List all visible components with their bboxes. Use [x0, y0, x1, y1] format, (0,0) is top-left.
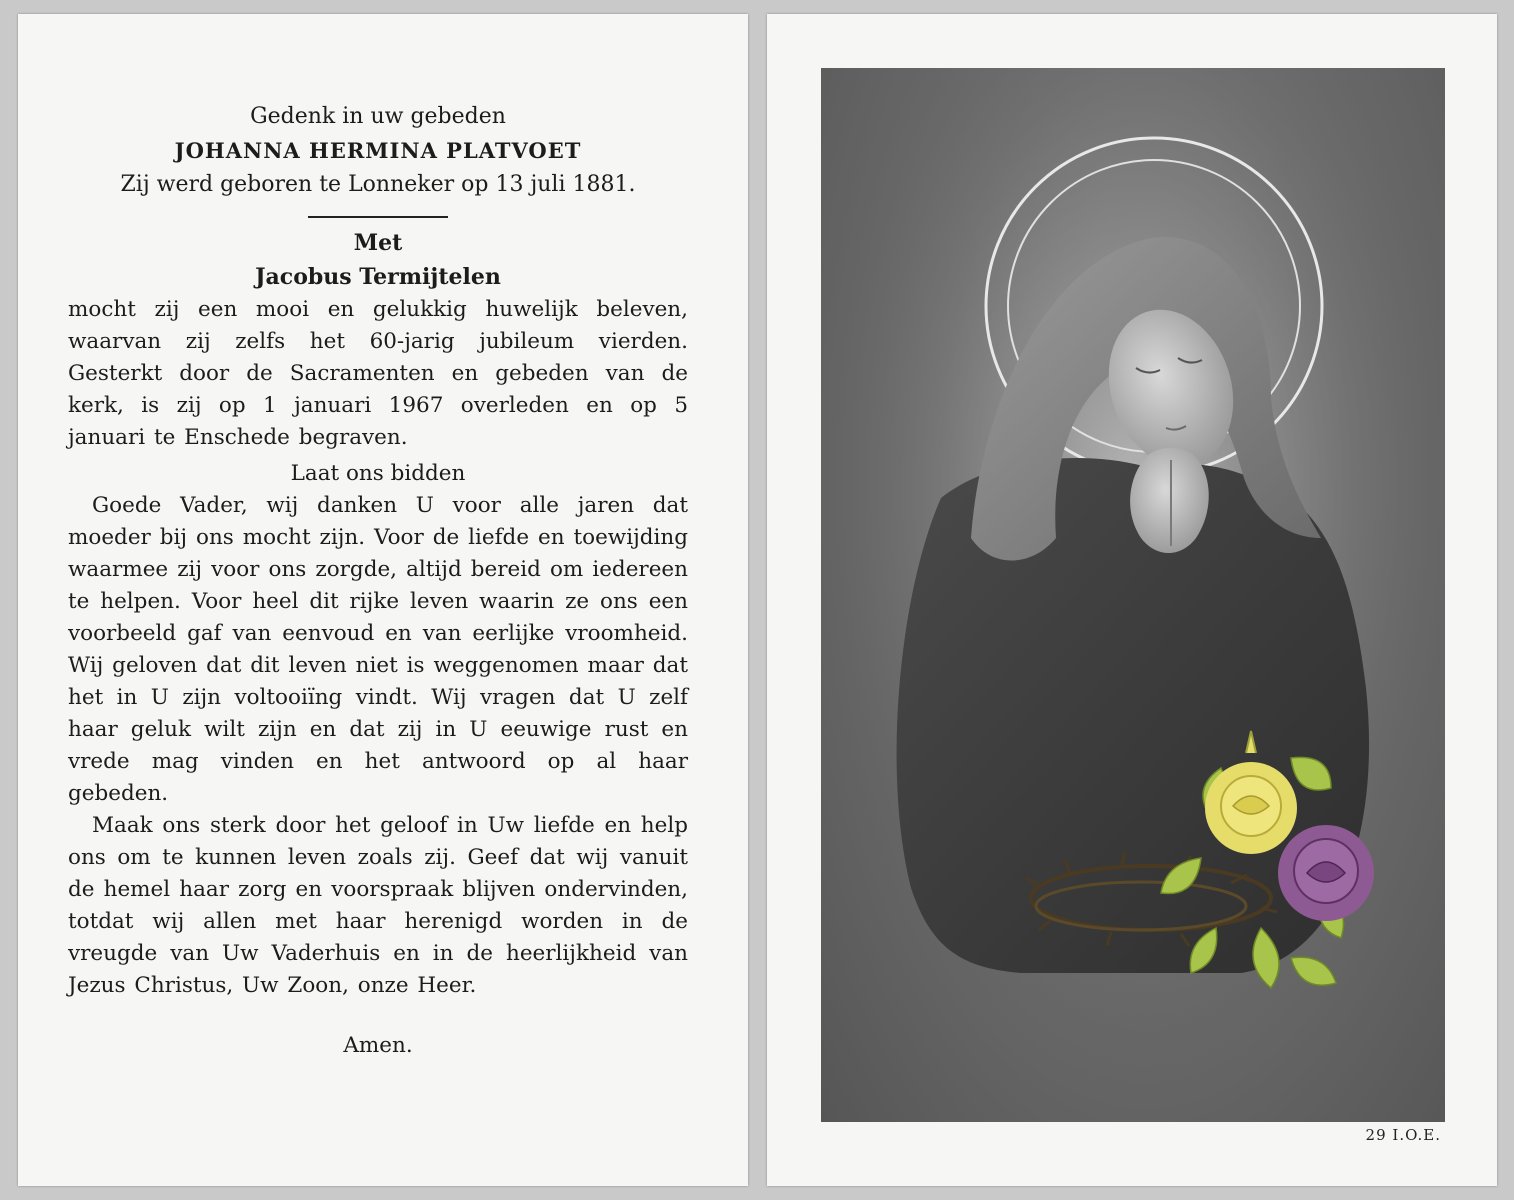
- intro-line: Gedenk in uw gebeden: [250, 104, 506, 129]
- closing-amen: Amen.: [343, 1033, 413, 1058]
- praying-madonna-illustration: [821, 68, 1445, 1122]
- prayer-title: Laat ons bidden: [290, 461, 466, 486]
- prayer-paragraph-1: Goede Vader, wij danken U voor alle jaren dat moeder bij ons mocht zijn. Voor de liefde en toewijding waarmee zij voor ons zorgde, altijd bereid om iedereen te helpen. Voor heel dit rijke leven waarin ze ons een voorbeeld gaf van eenvoud en van eerlijke vroomheid. Wij geloven dat dit leven niet is weggenomen maar dat het in U zijn voltooiïng vindt. Wij vragen dat U zelf haar geluk wilt zijn en dat zij in U eeuwige rust en vrede mag vinden en het antwoord op al haar gebeden.: [68, 493, 688, 806]
- divider-rule: [308, 216, 448, 218]
- with-label: Met: [353, 230, 403, 256]
- memorial-text: [68, 100, 688, 1062]
- life-paragraph: mocht zij een mooi en gelukkig huwelijk beleven, waarvan zij zelfs het 60-jarig jubileum vierden. Gesterkt door de Sacramenten en gebeden van de kerk, is zij op 1 januari 1967 overleden en op 5 januari te Enschede begraven.: [68, 297, 688, 450]
- birth-line: Zij werd geboren te Lonneker op 13 juli 1881.: [120, 172, 636, 197]
- purple-rose: [1278, 825, 1374, 921]
- devotional-picture: [821, 68, 1445, 1122]
- publisher-mark: 29 I.O.E.: [1365, 1126, 1441, 1144]
- memorial-card-text-side: [18, 14, 748, 1186]
- spouse-name: Jacobus Termijtelen: [255, 264, 501, 290]
- prayer-paragraph-2: Maak ons sterk door het geloof in Uw liefde en help ons om te kunnen leven zoals zij. Geef dat wij vanuit de hemel haar zorg en voorspraak blijven ondervinden, totdat wij allen met haar herenigd worden in de vreugde van Uw Vaderhuis en in de heerlijkheid van Jezus Christus, Uw Zoon, onze Heer.: [68, 813, 688, 998]
- deceased-name: JOHANNA HERMINA PLATVOET: [174, 138, 582, 163]
- memorial-card-image-side: [767, 14, 1497, 1186]
